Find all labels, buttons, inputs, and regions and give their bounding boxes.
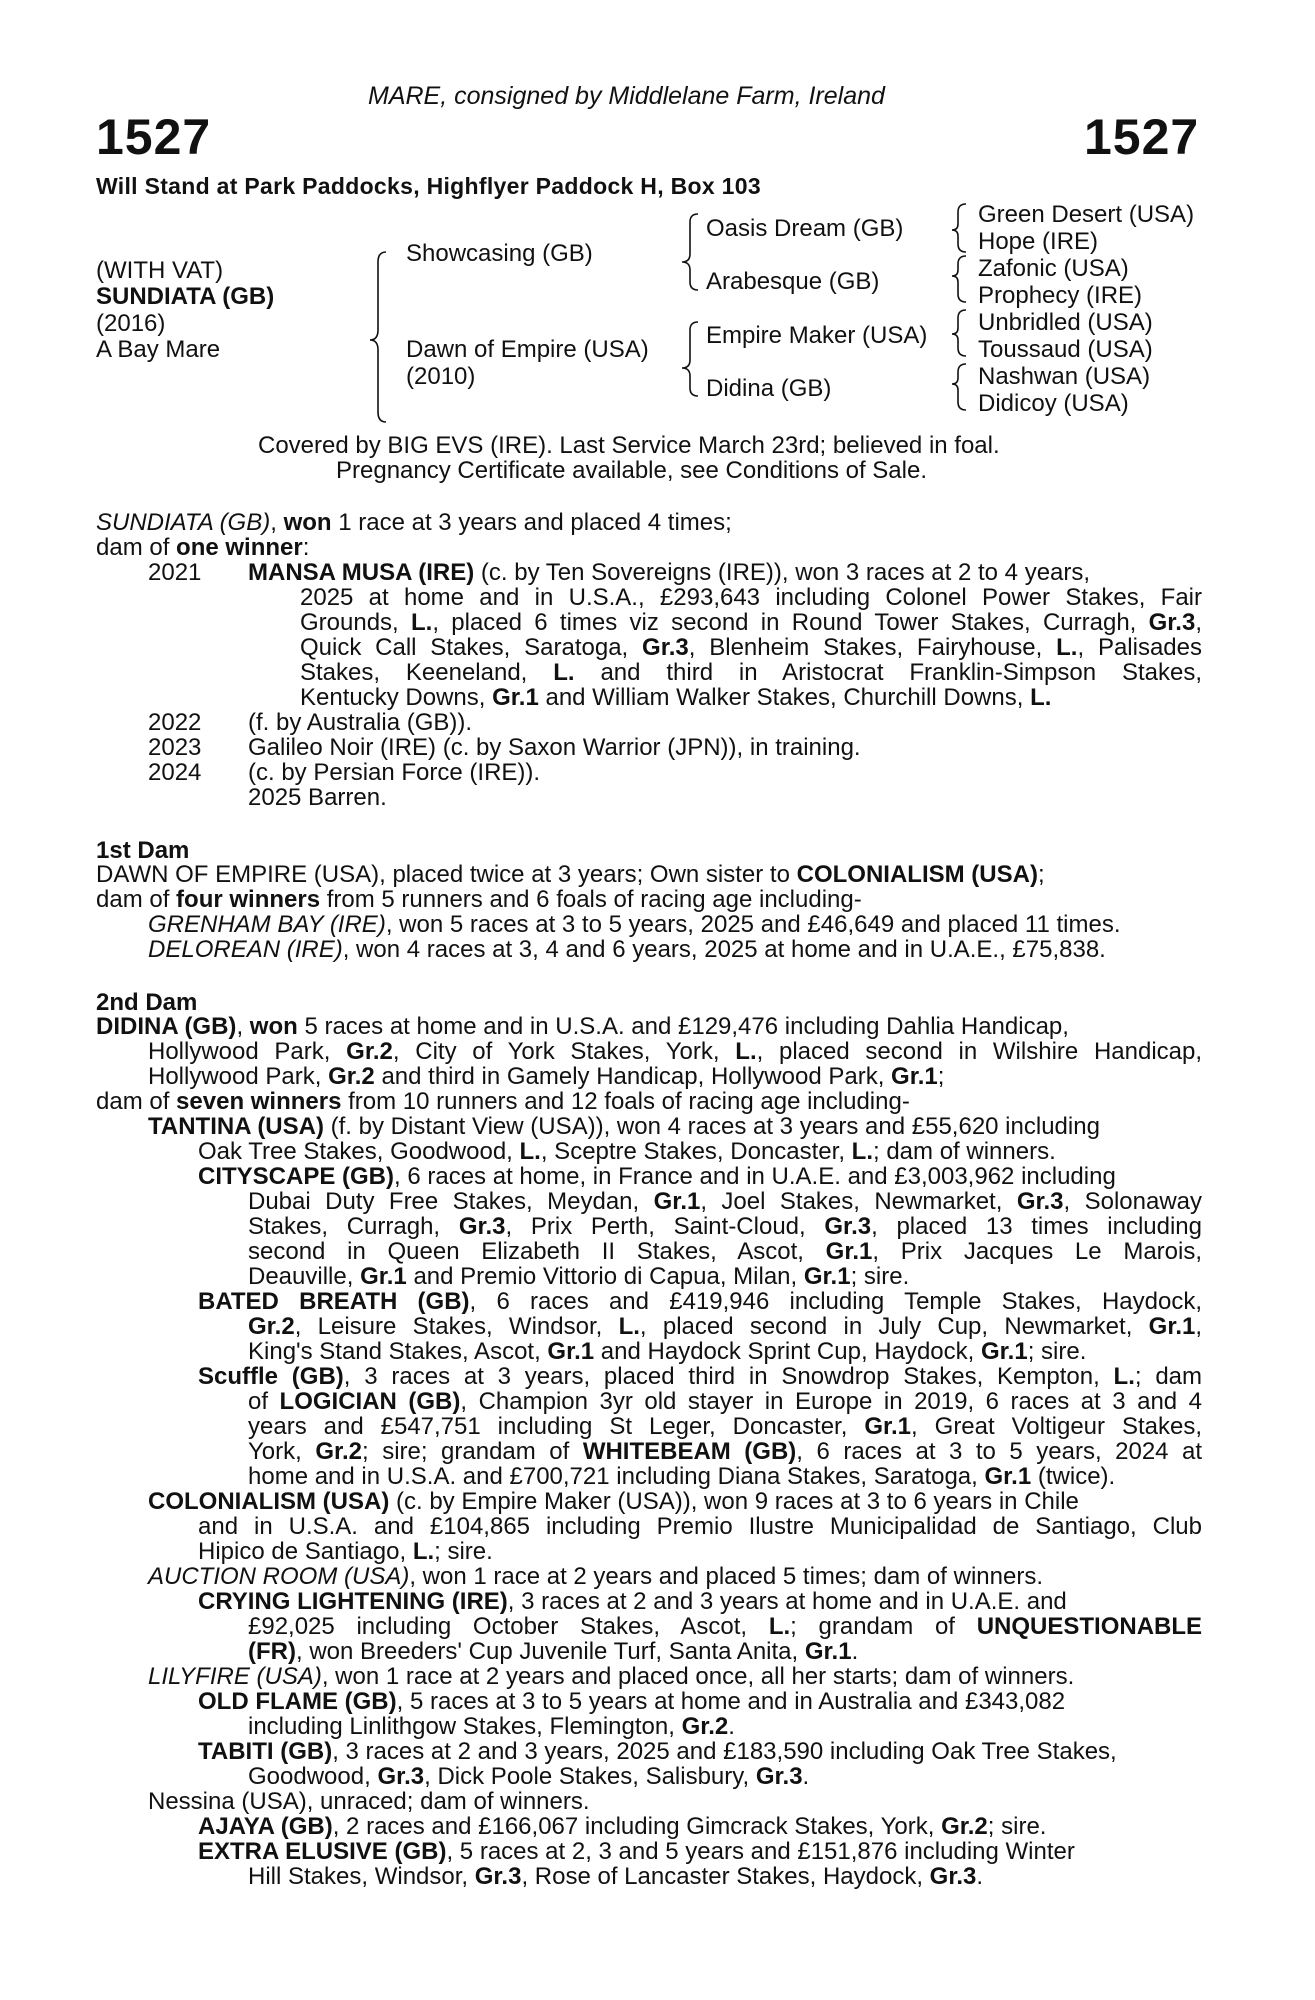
tantina-line-2: Oak Tree Stakes, Goodwood, L., Sceptre Stakes, Doncaster, L.; dam of winners. xyxy=(198,1138,1056,1165)
old-flame-line-2: including Linlithgow Stakes, Flemington, Gr.2. xyxy=(248,1713,735,1740)
tabiti-line-1: TABITI (GB), 3 races at 2 and 3 years, 2025 and £183,590 including Oak Tree Stakes, xyxy=(198,1738,1117,1765)
pedigree-ss: Oasis Dream (GB) xyxy=(706,215,904,242)
pedigree-ddd: Didicoy (USA) xyxy=(978,390,1129,417)
scuffle-line-3: years and £547,751 including St Leger, Doncaster, Gr.1, Great Voltigeur Stakes, xyxy=(248,1413,1202,1440)
didina-line-1: DIDINA (GB), won 5 races at home and in U.S.A. and £129,476 including Dahlia Handicap, xyxy=(96,1013,1069,1040)
cityscape-line-2: Dubai Duty Free Stakes, Meydan, Gr.1, Joel Stakes, Newmarket, Gr.3, Solonaway xyxy=(248,1188,1203,1215)
stand-location: Will Stand at Park Paddocks, Highflyer Paddock H, Box 103 xyxy=(96,173,761,199)
mansa-line-3: Grounds, L., placed 6 times viz second in Round Tower Stakes, Curragh, Gr.3, xyxy=(300,609,1202,636)
produce-2023: Galileo Noir (IRE) (c. by Saxon Warrior (JPN)), in training. xyxy=(248,734,861,761)
extra-elusive-line-1: EXTRA ELUSIVE (GB), 5 races at 2, 3 and 5 years and £151,876 including Winter xyxy=(198,1838,1075,1865)
first-dam-line-2: dam of four winners from 5 runners and 6 foals of racing age including- xyxy=(96,886,862,913)
ajaya-line: AJAYA (GB), 2 races and £166,067 including Gimcrack Stakes, York, Gr.2; sire. xyxy=(198,1813,1047,1840)
pedigree-dsd: Toussaud (USA) xyxy=(978,336,1153,363)
bated-line-3: King's Stand Stakes, Ascot, Gr.1 and Haydock Sprint Cup, Haydock, Gr.1; sire. xyxy=(248,1338,1087,1365)
bracket-ds xyxy=(952,310,966,356)
lilyfire-line: LILYFIRE (USA), won 1 race at 2 years and placed once, all her starts; dam of winners. xyxy=(148,1663,1075,1690)
first-dam-heading: 1st Dam xyxy=(96,837,190,864)
pedigree-dss: Unbridled (USA) xyxy=(978,309,1153,336)
mansa-line-5: Stakes, Keeneland, L. and third in Aristocrat Franklin-Simpson Stakes, xyxy=(300,659,1202,686)
produce-2022: (f. by Australia (GB)). xyxy=(248,709,473,736)
pedigree-sss: Green Desert (USA) xyxy=(978,201,1195,228)
year-2024: 2024 xyxy=(148,759,202,786)
colonialism-line-3: Hipico de Santiago, L.; sire. xyxy=(198,1538,493,1565)
year-2021: 2021 xyxy=(148,559,202,586)
auction-room-line: AUCTION ROOM (USA), won 1 race at 2 years and placed 5 times; dam of winners. xyxy=(148,1563,1043,1590)
first-dam-line-1: DAWN OF EMPIRE (USA), placed twice at 3 years; Own sister to COLONIALISM (USA); xyxy=(96,861,1045,888)
cityscape-line-4: second in Queen Elizabeth II Stakes, Ascot, Gr.1, Prix Jacques Le Marois, xyxy=(248,1238,1203,1265)
pedigree-ds: Empire Maker (USA) xyxy=(706,322,928,349)
pedigree-ssd: Hope (IRE) xyxy=(978,228,1099,255)
tantina-line-1: TANTINA (USA) (f. by Distant View (USA)), won 4 races at 3 years and £55,620 including xyxy=(148,1113,1100,1140)
scuffle-line-4: York, Gr.2; sire; grandam of WHITEBEAM (GB), 6 races at 3 to 5 years, 2024 at xyxy=(248,1438,1203,1465)
lot-number-left: 1527 xyxy=(96,109,212,165)
first-dam-line-4: DELOREAN (IRE), won 4 races at 3, 4 and 6 years, 2025 at home and in U.A.E., £75,838. xyxy=(148,936,1106,963)
cityscape-line-3: Stakes, Curragh, Gr.3, Prix Perth, Saint-Cloud, Gr.3, placed 13 times including xyxy=(248,1213,1203,1240)
colonialism-line-1: COLONIALISM (USA) (c. by Empire Maker (USA)), won 9 races at 3 to 6 years in Chile xyxy=(148,1488,1079,1515)
crying-line-2: £92,025 including October Stakes, Ascot, L.; grandam of UNQUESTIONABLE xyxy=(248,1613,1203,1640)
produce-intro: SUNDIATA (GB), won 1 race at 3 years and placed 4 times; xyxy=(96,509,732,536)
pedigree-sire: Showcasing (GB) xyxy=(406,240,593,267)
didina-line-2: Hollywood Park, Gr.2, City of York Stakes, York, L., placed second in Wilshire Handicap, xyxy=(148,1038,1203,1065)
nessina-line: Nessina (USA), unraced; dam of winners. xyxy=(148,1788,590,1815)
mansa-line-1: MANSA MUSA (IRE) (c. by Ten Sovereigns (IRE)), won 3 races at 2 to 4 years, xyxy=(248,559,1091,586)
didina-line-4: dam of seven winners from 10 runners and 12 foals of racing age including- xyxy=(96,1088,910,1115)
bated-line-1: BATED BREATH (GB), 6 races and £419,946 including Temple Stakes, Haydock, xyxy=(198,1288,1202,1315)
mansa-line-6: Kentucky Downs, Gr.1 and William Walker Stakes, Churchill Downs, L. xyxy=(300,684,1052,711)
bracket-main xyxy=(370,252,386,422)
produce-2024: (c. by Persian Force (IRE)). xyxy=(248,759,541,786)
bracket-sire xyxy=(682,214,698,290)
covering-note: Covered by BIG EVS (IRE). Last Service March 23rd; believed in foal. xyxy=(258,432,1000,459)
pregnancy-note: Pregnancy Certificate available, see Conditions of Sale. xyxy=(336,457,927,484)
pedigree-sdd: Prophecy (IRE) xyxy=(978,282,1143,309)
scuffle-line-1: Scuffle (GB), 3 races at 3 years, placed third in Snowdrop Stakes, Kempton, L.; dam xyxy=(198,1363,1203,1390)
produce-2025: 2025 Barren. xyxy=(248,784,387,811)
tabiti-line-2: Goodwood, Gr.3, Dick Poole Stakes, Salisbury, Gr.3. xyxy=(248,1763,810,1790)
mansa-line-2: 2025 at home and in U.S.A., £293,643 including Colonel Power Stakes, Fair xyxy=(300,584,1202,611)
cityscape-line-1: CITYSCAPE (GB), 6 races at home, in France and in U.A.E. and £3,003,962 including xyxy=(198,1163,1116,1190)
scuffle-line-5: home and in U.S.A. and £700,721 including Diana Stakes, Saratoga, Gr.1 (twice). xyxy=(248,1463,1116,1490)
bracket-dd xyxy=(952,364,966,410)
pedigree-dam: Dawn of Empire (USA) xyxy=(406,336,649,363)
second-dam-heading: 2nd Dam xyxy=(96,989,198,1016)
horse-name: SUNDIATA (GB) xyxy=(96,283,275,310)
bated-line-2: Gr.2, Leisure Stakes, Windsor, L., placed second in July Cup, Newmarket, Gr.1, xyxy=(248,1313,1203,1340)
bracket-dam xyxy=(682,322,698,396)
colonialism-line-2: and in U.S.A. and £104,865 including Premio Ilustre Municipalidad de Santiago, Club xyxy=(198,1513,1202,1540)
first-dam-line-3: GRENHAM BAY (IRE), won 5 races at 3 to 5 years, 2025 and £46,649 and placed 11 times. xyxy=(148,911,1121,938)
pedigree-sd: Arabesque (GB) xyxy=(706,268,880,295)
year-2023: 2023 xyxy=(148,734,202,761)
bracket-sd xyxy=(952,256,966,302)
horse-year: (2016) xyxy=(96,310,166,337)
consignor-line: MARE, consigned by Middlelane Farm, Ireland xyxy=(368,82,885,110)
pedigree-dam-year: (2010) xyxy=(406,363,476,390)
didina-line-3: Hollywood Park, Gr.2 and third in Gamely Handicap, Hollywood Park, Gr.1; xyxy=(148,1063,945,1090)
old-flame-line-1: OLD FLAME (GB), 5 races at 3 to 5 years at home and in Australia and £343,082 xyxy=(198,1688,1066,1715)
pedigree-dds: Nashwan (USA) xyxy=(978,363,1151,390)
lot-number-right: 1527 xyxy=(1084,109,1200,165)
year-2022: 2022 xyxy=(148,709,202,736)
scuffle-line-2: of LOGICIAN (GB), Champion 3yr old stayer in Europe in 2019, 6 races at 3 and 4 xyxy=(248,1388,1203,1415)
vat-note: (WITH VAT) xyxy=(96,257,224,284)
pedigree-dd: Didina (GB) xyxy=(706,375,832,402)
crying-line-1: CRYING LIGHTENING (IRE), 3 races at 2 and 3 years at home and in U.A.E. and xyxy=(198,1588,1067,1615)
horse-description: A Bay Mare xyxy=(96,336,221,363)
crying-line-3: (FR), won Breeders' Cup Juvenile Turf, Santa Anita, Gr.1. xyxy=(248,1638,859,1665)
mansa-line-4: Quick Call Stakes, Saratoga, Gr.3, Blenheim Stakes, Fairyhouse, L., Palisades xyxy=(300,634,1203,661)
bracket-ss xyxy=(952,204,966,252)
pedigree-sds: Zafonic (USA) xyxy=(978,255,1129,282)
produce-dam-of: dam of one winner: xyxy=(96,534,310,561)
cityscape-line-5: Deauville, Gr.1 and Premio Vittorio di Capua, Milan, Gr.1; sire. xyxy=(248,1263,910,1290)
extra-elusive-line-2: Hill Stakes, Windsor, Gr.3, Rose of Lancaster Stakes, Haydock, Gr.3. xyxy=(248,1863,984,1890)
